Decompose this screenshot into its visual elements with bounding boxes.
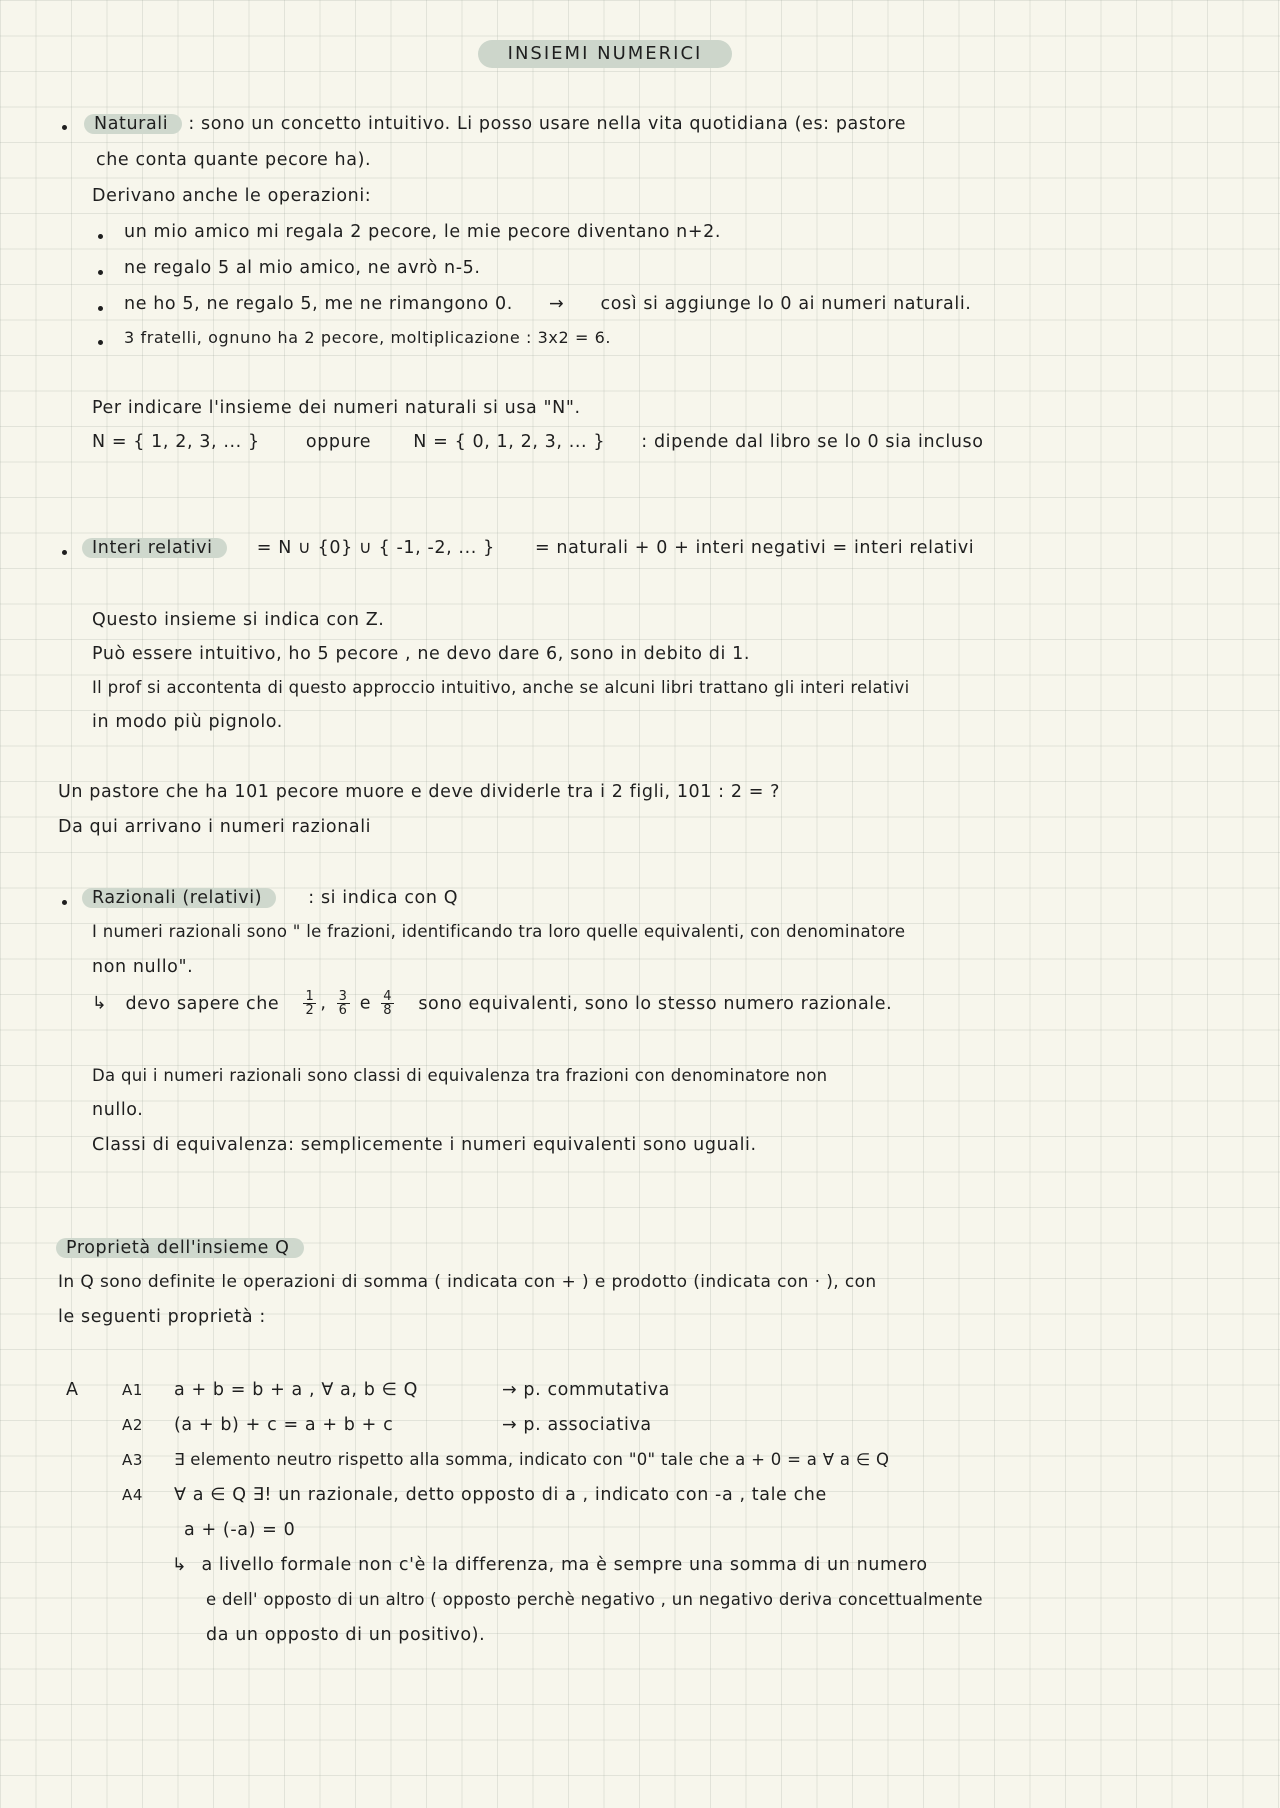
section-label-naturali: Naturali — [84, 114, 182, 134]
interi-line-2: Può essere intuitivo, ho 5 pecore , ne devo dare 6, sono in debito di 1. — [92, 644, 750, 664]
a4-note-line — [172, 1553, 928, 1577]
razionali-line — [82, 886, 458, 910]
arrow-pre: devo sapere che — [125, 993, 280, 1014]
razionali-line-1: I numeri razionali sono " le frazioni, identificando tra loro quelle equivalenti, con denominatore — [92, 922, 906, 941]
a4-note-1: a livello formale non c'è la differenza, ma è sempre una somma di un numero — [201, 1555, 928, 1575]
bullet — [98, 234, 103, 239]
a4-note-3: da un opposto di un positivo). — [206, 1625, 486, 1645]
naturali-line: Naturali : sono un concetto intuitivo. Li posso usare nella vita quotidiana (es: pastore — [84, 112, 906, 136]
razionali-line-4: nullo. — [92, 1100, 144, 1120]
property-code: A4 — [122, 1486, 144, 1504]
list-item — [124, 292, 971, 316]
property-text: (a + b) + c = a + b + c — [174, 1415, 394, 1435]
fraction-numerator: 4 — [383, 989, 393, 1004]
fraction — [303, 990, 316, 1017]
naturali-intro: sono un concetto intuitivo. Li posso usare nella vita quotidiana (es: pastore — [201, 114, 907, 134]
zero-note: così si aggiunge lo 0 ai numeri naturali. — [600, 294, 972, 314]
bullet — [62, 550, 67, 555]
list-item: 3 fratelli, ognuno ha 2 pecore, moltiplicazione : 3x2 = 6. — [124, 328, 612, 347]
def-a: N = { 1, 2, 3, ... } — [92, 432, 260, 452]
fraction-numerator: 3 — [338, 989, 348, 1004]
symbol-line: Per indicare l'insieme dei numeri naturali si usa "N". — [92, 398, 581, 418]
property-text: a + b = b + a , ∀ a, b ∈ Q — [174, 1380, 418, 1400]
razionali-arrow-line — [92, 990, 892, 1017]
arrow-icon: → — [549, 294, 565, 314]
naturali-intro-2: che conta quante pecore ha). — [96, 150, 372, 170]
separator: , — [320, 993, 327, 1014]
property-code: A3 — [122, 1451, 144, 1469]
bullet — [98, 340, 103, 345]
proprieta-line-1: In Q sono definite le operazioni di somma ( indicata con + ) e prodotto (indicata con · ), con — [58, 1272, 877, 1292]
a4-note-2: e dell' opposto di un altro ( opposto perchè negativo , un negativo deriva concettualmente — [206, 1590, 983, 1609]
arrow-post: sono equivalenti, sono lo stesso numero razionale. — [418, 993, 893, 1014]
property-text: ∀ a ∈ Q ∃! un razionale, detto opposto di a , indicato con -a , tale che — [174, 1485, 827, 1505]
fraction — [337, 990, 350, 1017]
fraction — [381, 990, 394, 1017]
proprieta-heading — [56, 1236, 304, 1260]
or-label: oppure — [305, 432, 372, 452]
a4-equation: a + (-a) = 0 — [184, 1520, 296, 1540]
def-b: N = { 0, 1, 2, 3, ... } — [413, 432, 606, 452]
razionali-symbol: : si indica con Q — [308, 888, 459, 908]
property-code: A2 — [122, 1416, 144, 1434]
bullet — [62, 900, 67, 905]
section-label-interi: Interi relativi — [82, 538, 227, 558]
section-label-proprieta: Proprietà dell'insieme Q — [56, 1238, 304, 1258]
def-note: : dipende dal libro se lo 0 sia incluso — [641, 432, 984, 452]
list-item-text: ne ho 5, ne regalo 5, me ne rimangono 0. — [124, 294, 513, 314]
separator: e — [359, 993, 372, 1014]
list-item: ne regalo 5 al mio amico, ne avrò n-5. — [124, 258, 481, 278]
section-label-razionali: Razionali (relativi) — [82, 888, 276, 908]
fraction-denominator: 2 — [305, 1003, 315, 1018]
naturali-definition — [92, 430, 984, 454]
fraction-denominator: 8 — [383, 1003, 393, 1018]
fraction-denominator: 6 — [338, 1003, 348, 1018]
razionali-line-3: Da qui i numeri razionali sono classi di equivalenza tra frazioni con denominatore non — [92, 1066, 828, 1085]
razionali-line-2: non nullo". — [92, 957, 194, 977]
proprieta-line-2: le seguenti proprietà : — [58, 1307, 266, 1327]
pastore-line-1: Un pastore che ha 101 pecore muore e deve dividerle tra i 2 figli, 101 : 2 = ? — [58, 782, 781, 802]
fraction-numerator: 1 — [305, 989, 315, 1004]
property-note: → p. commutativa — [502, 1380, 670, 1400]
razionali-line-5: Classi di equivalenza: semplicemente i numeri equivalenti sono uguali. — [92, 1135, 757, 1155]
interi-line-4: in modo più pignolo. — [92, 712, 283, 732]
property-text: ∃ elemento neutro rispetto alla somma, indicato con "0" tale che a + 0 = a ∀ a ∈ Q — [174, 1450, 890, 1469]
interi-line-1: Questo insieme si indica con Z. — [92, 610, 385, 630]
page-title: INSIEMI NUMERICI — [478, 40, 732, 68]
bullet — [98, 270, 103, 275]
property-code: A1 — [122, 1381, 144, 1399]
operations-intro: Derivano anche le operazioni: — [92, 186, 372, 206]
interi-line-3: Il prof si accontenta di questo approccio intuitivo, anche se alcuni libri trattano gli interi relativi — [92, 678, 910, 697]
interi-def: = N ∪ {0} ∪ { -1, -2, ... } — [256, 538, 495, 558]
list-item: un mio amico mi regala 2 pecore, le mie pecore diventano n+2. — [124, 222, 722, 242]
group-label: A — [66, 1380, 79, 1400]
property-note: → p. associativa — [502, 1415, 652, 1435]
arrow-icon: ↳ — [92, 993, 108, 1014]
arrow-icon: ↳ — [172, 1555, 188, 1575]
interi-sum: = naturali + 0 + interi negativi = interi relativi — [534, 538, 975, 558]
pastore-line-2: Da qui arrivano i numeri razionali — [58, 817, 372, 837]
interi-line — [82, 536, 974, 560]
bullet — [98, 306, 103, 311]
bullet — [62, 125, 67, 130]
